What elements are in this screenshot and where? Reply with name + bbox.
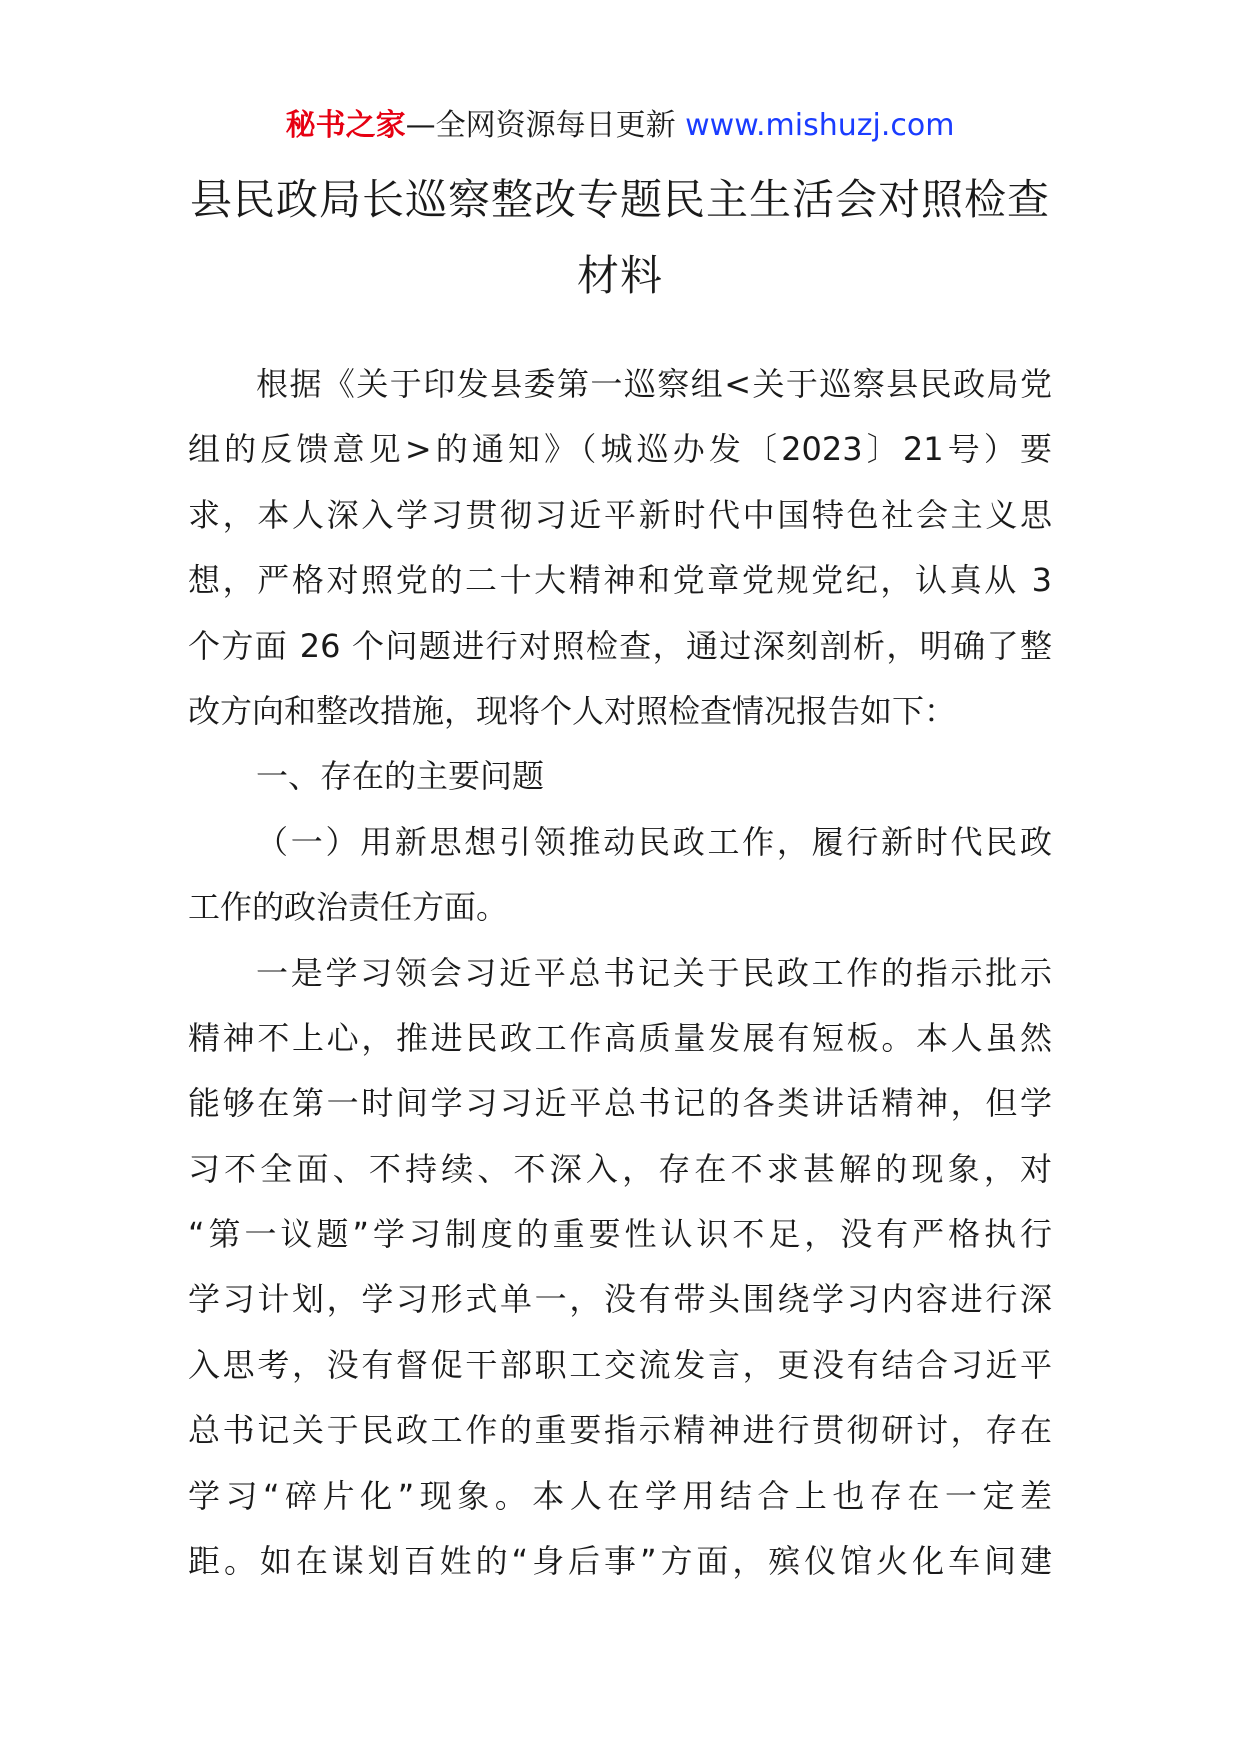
body-line: 精神不上心，推进民政工作高质量发展有短板。本人虽然	[188, 1018, 1052, 1057]
body-line: 习不全面、不持续、不深入，存在不求甚解的现象，对	[188, 1149, 1052, 1188]
body-line: 改方向和整改措施，现将个人对照检查情况报告如下：	[188, 691, 957, 730]
body-line: 总书记关于民政工作的重要指示精神进行贯彻研讨，存在	[188, 1411, 1052, 1450]
body-line: 根据《关于印发县委第一巡察组<关于巡察县民政局党	[256, 365, 1052, 403]
body-line: 一是学习领会习近平总书记关于民政工作的指示批示	[256, 953, 1052, 992]
body-line: “第一议题”学习制度的重要性认识不足，没有严格执行	[188, 1215, 1052, 1254]
document-body	[188, 352, 1052, 1594]
document-title	[150, 162, 1090, 314]
site-url-link[interactable]: www.mishuzj.com	[685, 108, 955, 143]
body-line: 距。如在谋划百姓的“身后事”方面，殡仪馆火化车间建	[188, 1542, 1052, 1581]
subsection-heading-cont: 工作的政治责任方面。	[188, 888, 509, 927]
body-line: 组的反馈意见>的通知》（城巡办发〔2023〕21号）要	[188, 430, 1052, 469]
body-line: 学习“碎片化”现象。本人在学用结合上也存在一定差	[188, 1476, 1052, 1515]
body-line: 想，严格对照党的二十大精神和党章党规党纪，认真从 3	[188, 561, 1052, 600]
title-line-2: 材料	[576, 251, 663, 300]
section-heading: 一、存在的主要问题	[256, 757, 545, 796]
body-line: 入思考，没有督促干部职工交流发言，更没有结合习近平	[188, 1345, 1052, 1384]
body-line: 求，本人深入学习贯彻习近平新时代中国特色社会主义思	[188, 495, 1052, 534]
title-line-1: 县民政局长巡察整改专题民主生活会对照检查	[189, 175, 1050, 224]
site-header	[0, 104, 1240, 148]
body-line: 学习计划，学习形式单一，没有带头围绕学习内容进行深	[188, 1280, 1052, 1319]
header-tagline: —全网资源每日更新	[405, 108, 686, 143]
subsection-heading: （一）用新思想引领推动民政工作，履行新时代民政	[256, 822, 1052, 861]
body-line: 能够在第一时间学习习近平总书记的各类讲话精神，但学	[188, 1084, 1052, 1123]
brand-name: 秘书之家	[285, 108, 406, 143]
body-line: 个方面 26 个问题进行对照检查，通过深刻剖析，明确了整	[188, 626, 1052, 665]
